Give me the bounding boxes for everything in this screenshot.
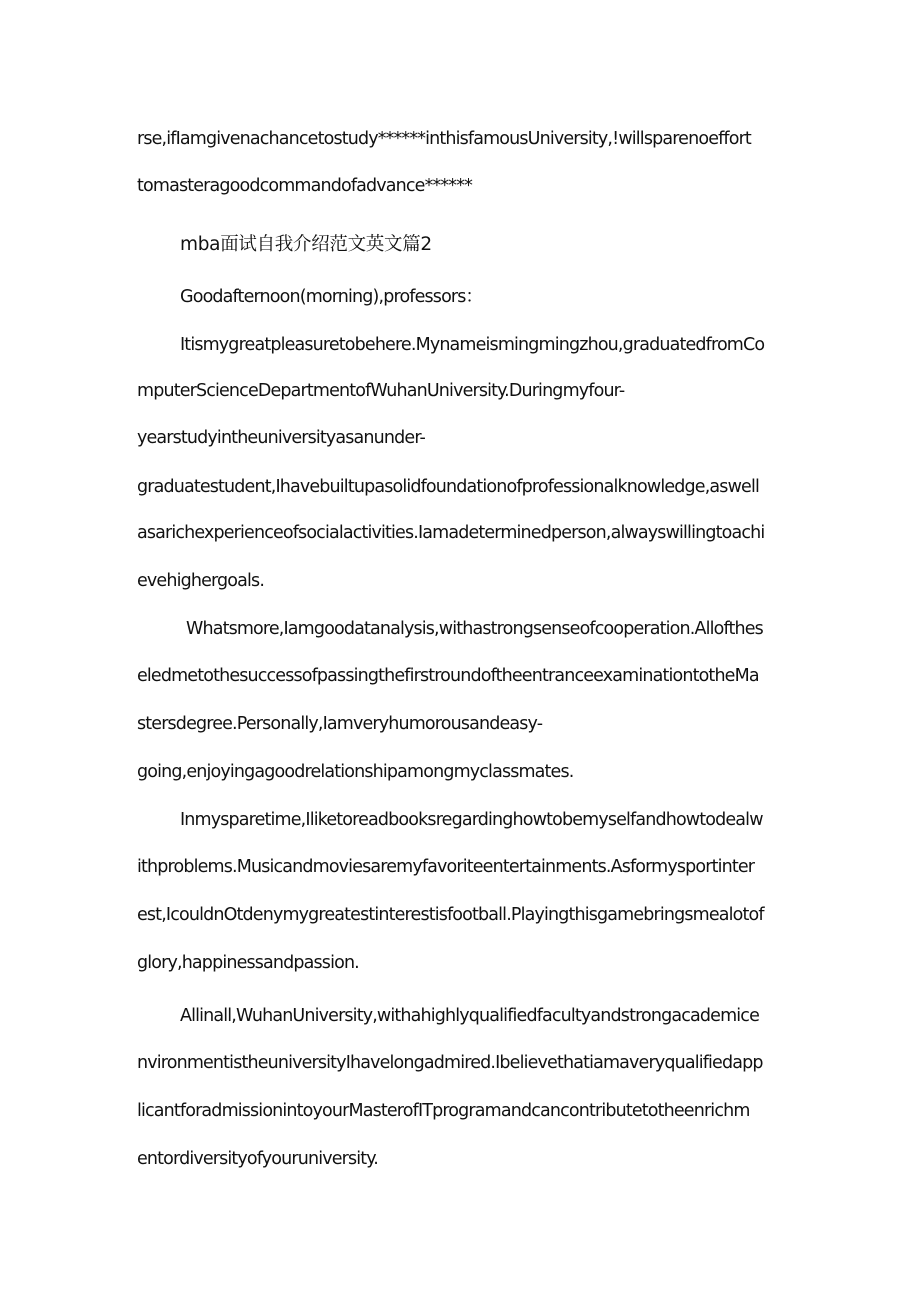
- text-line: glory,happinessandpassion.: [137, 953, 359, 973]
- text-line: Whatsmore,Iamgoodatanalysis,withastrongsenseofcooperation.Allofthes: [186, 619, 763, 639]
- salutation-line: Goodafternoon(morning),professors：: [180, 287, 483, 307]
- text-line: asarichexperienceofsocialactivities.Iamadeterminedperson,alwayswillingtoachi: [137, 523, 765, 543]
- text-line: mputerScienceDepartmentofWuhanUniversity.Duringmyfour-: [137, 381, 625, 401]
- text-line: eledmetothesuccessofpassingthefirstroundoftheentranceexaminationtotheMa: [137, 666, 759, 686]
- text-line: entordiversityofyouruniversity.: [137, 1149, 378, 1169]
- section-heading: mba面试自我介绍范文英文篇2: [180, 234, 432, 255]
- text-line: yearstudyintheuniversityasanunder-: [137, 428, 426, 448]
- text-line: stersdegree.Personally,Iamveryhumorousandeasy-: [137, 714, 543, 734]
- text-line: going,enjoyingagoodrelationshipamongmyclassmates.: [137, 762, 574, 782]
- text-line: rse,ifIamgivenachancetostudy******inthisfamousUniversity,!willsparenoeffort: [137, 129, 751, 149]
- text-line: evehighergoals.: [137, 571, 265, 591]
- text-line: Itismygreatpleasuretobehere.Mynameismingmingzhou,graduatedfromCo: [180, 335, 765, 355]
- text-line: licantforadmissionintoyourMasterofITprogramandcancontributetotheenrichm: [137, 1101, 750, 1121]
- text-line: ithproblems.Musicandmoviesaremyfavoriteentertainments.Asformysportinter: [137, 857, 755, 877]
- text-line: nvironmentistheuniversityIhavelongadmired.Ibelievethatiamaveryqualifiedapp: [137, 1053, 763, 1073]
- text-line: graduatestudent,Ihavebuiltupasolidfoundationofprofessionalknowledge,aswell: [137, 477, 759, 497]
- text-line: Allinall,WuhanUniversity,withahighlyqualifiedfacultyandstrongacademice: [180, 1006, 759, 1026]
- text-line: tomasteragoodcommandofadvance******: [137, 176, 472, 196]
- text-line: est,IcouldnOtdenymygreatestinterestisfootball.Playingthisgamebringsmealotof: [137, 905, 764, 925]
- text-line: Inmysparetime,Iliketoreadbooksregardinghowtobemyselfandhowtodealw: [180, 810, 763, 830]
